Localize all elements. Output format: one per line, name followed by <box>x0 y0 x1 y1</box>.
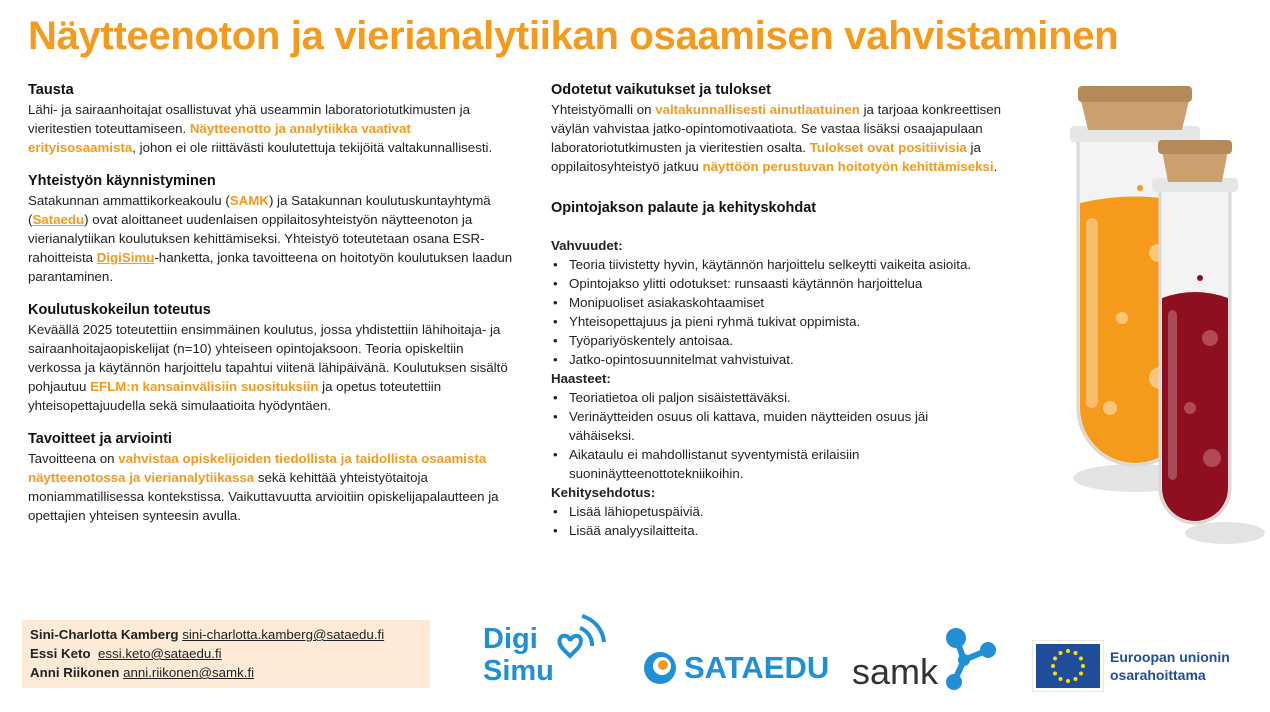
highlight-text: näyttöön perustuvan hoitotyön kehittämiseksi <box>702 159 994 174</box>
list-item: • Jatko-opintosuunnitelmat vahvistuivat. <box>551 350 1041 369</box>
eu-flag-icon <box>1032 640 1104 692</box>
section-palaute <box>551 198 1041 540</box>
tausta-text <box>28 100 518 157</box>
highlight-samk: SAMK <box>229 193 269 208</box>
red-test-tube <box>1152 140 1238 523</box>
text-span: ) ovat aloittaneet uudenlaisen oppilaitosyhteistyön näytteenoton ja vierianalytiikan koulutuksen kehittämiseksi. Yhteistyö toteutetaan osana ESR-rahoitteista <box>28 212 485 265</box>
text-span: ) ja Satakunnan koulutuskuntayhtymä ( <box>28 193 491 227</box>
contacts-box <box>22 620 430 688</box>
section-koulutus <box>28 300 518 415</box>
contact-email-link[interactable]: essi.keto@sataedu.fi <box>98 646 222 661</box>
left-column <box>28 80 518 539</box>
list-item: • Lisää lähiopetuspäiviä. <box>551 502 1041 521</box>
highlight-digisimu: DigiSimu <box>96 250 155 265</box>
yhteistyo-text <box>28 191 518 286</box>
heading-yhteistyo: Yhteistyön käynnistyminen <box>28 173 216 189</box>
text-span: ja tarjoaa konkreettisen väylän vahvistaa jatko-opintomotivaatiota. Se vastaa lisäksi osaajapulaan laboratoriotutkimusten ja vieritestien osalta. <box>551 102 1002 155</box>
digisimu-logo-text: Simu <box>483 655 554 687</box>
text-span: , johon ei ole riittävästi koulutettuja tekijöitä valtakunnallisesti. <box>132 140 493 155</box>
text-span: sekä kehittää yhteistyötaitoja moniammatillisessa kontekstissa. Vaikuttavuutta arvioitiin opiskelijapalautteen ja opettajien yhteisen synteesin avulla. <box>28 470 499 523</box>
kehitys-list <box>551 502 1041 540</box>
list-item: • Teoriatietoa oli paljon sisäistettäväksi. <box>551 388 1041 407</box>
contact-name: Essi Keto <box>30 646 91 661</box>
contact-name: Sini-Charlotta Kamberg <box>30 627 179 642</box>
text-span: ja opetus toteutettiin yhteisopettajuudella sekä simulaatioita hyödyntäen. <box>28 379 442 413</box>
tube-shadow <box>1185 522 1265 544</box>
kehitys-label: Kehitysehdotus: <box>551 485 656 500</box>
highlight-text: Tulokset ovat positiivisia <box>809 140 967 155</box>
text-span: Lähi- ja sairaanhoitajat osallistuvat yhä useammin laboratoriotutkimusten ja vieritestien toteuttamiseen. <box>28 102 470 136</box>
heading-palaute: Opintojakson palaute ja kehityskohdat <box>551 200 817 216</box>
tavoitteet-text <box>28 449 518 525</box>
samk-molecule-icon <box>940 624 1002 692</box>
digisimu-logo <box>480 612 610 694</box>
list-item: • Työpariyöskentely antoisaa. <box>551 331 1041 350</box>
highlight-text: valtakunnallisesti ainutlaatuinen <box>655 102 860 117</box>
highlight-text: vahvistaa opiskelijoiden tiedollista ja taidollista osaamista näytteenotossa ja vierianalytiikassa <box>28 451 487 485</box>
contact-email-link[interactable]: anni.riikonen@samk.fi <box>123 665 255 680</box>
text-span: Yhteistyömalli on <box>551 102 656 117</box>
heading-tavoitteet: Tavoitteet ja arviointi <box>28 431 172 447</box>
contact-row <box>30 644 422 663</box>
test-tubes-illustration <box>1040 78 1270 548</box>
highlight-text: Näytteenotto ja analytiikka vaativat erityisosaamista <box>28 121 411 155</box>
contact-row <box>30 625 422 644</box>
list-item: • Aikataulu ei mahdollistanut syventymistä erilaisiin suoninäytteenottotekniikoihin. <box>551 445 869 483</box>
haasteet-label: Haasteet: <box>551 371 611 386</box>
highlight-sataedu: Sataedu <box>32 212 85 227</box>
text-span: Keväällä 2025 toteutettiin ensimmäinen koulutus, jossa yhdistettiin lähihoitaja- ja sairaanhoitajaopiskelijat (n=10) yhteiseen opintojaksoon. Teoria opiskeltiin verkossa ja käytännön harjoittelu tapahtui viitenä lähipäivänä. Koulutuksen sisältö pohjautuu <box>28 322 508 394</box>
koulutus-text <box>28 320 518 415</box>
text-span: . <box>993 159 998 174</box>
eu-funding-text: Euroopan unionin <box>1110 649 1230 665</box>
eu-funding-label <box>1110 648 1230 684</box>
list-item: • Opintojakso ylitti odotukset: runsaasti käytännön harjoittelua <box>551 274 1041 293</box>
vaikutukset-text <box>551 100 1041 176</box>
heading-vaikutukset: Odotetut vaikutukset ja tulokset <box>551 82 771 98</box>
highlight-eflm: EFLM:n kansainvälisiin suosituksiin <box>90 379 319 394</box>
haasteet-list <box>551 388 1041 483</box>
list-item: • Verinäytteiden osuus oli kattava, muiden näytteiden osuus jäi vähäiseksi. <box>551 407 989 445</box>
heading-tausta: Tausta <box>28 82 74 98</box>
middle-column <box>551 80 1041 540</box>
samk-logo-text: samk <box>852 651 939 692</box>
text-span: -hanketta, jonka tavoitteena on hoitotyön koulutuksen laadun parantaminen. <box>28 250 513 284</box>
samk-logo <box>852 624 1002 694</box>
sataedu-logo-text: SATAEDU <box>684 650 830 685</box>
section-tausta <box>28 80 518 157</box>
contact-row <box>30 663 422 682</box>
digisimu-logo-text: Digi <box>483 623 538 655</box>
heading-koulutus: Koulutuskokeilun toteutus <box>28 302 211 318</box>
sataedu-logo <box>642 648 830 688</box>
contact-name: Anni Riikonen <box>30 665 120 680</box>
text-span: Satakunnan ammattikorkeakoulu ( <box>28 193 230 208</box>
eu-funding-text: osarahoittama <box>1110 667 1206 683</box>
list-item: • Teoria tiivistetty hyvin, käytännön harjoittelu selkeytti vaikeita asioita. <box>551 255 1041 274</box>
list-item: • Monipuoliset asiakaskohtaamiset <box>551 293 1041 312</box>
section-tavoitteet <box>28 429 518 525</box>
page-title: Näytteenoton ja vierianalytiikan osaamisen vahvistaminen <box>28 14 1119 58</box>
section-yhteistyo <box>28 171 518 286</box>
section-vaikutukset <box>551 80 1041 176</box>
list-item: • Yhteisopettajuus ja pieni ryhmä tukivat oppimista. <box>551 312 1041 331</box>
signal-heart-icon <box>546 612 608 672</box>
list-item: • Lisää analyysilaitteita. <box>551 521 1041 540</box>
vahvuudet-label: Vahvuudet: <box>551 238 623 253</box>
text-span: ja oppilaitosyhteistyö jatkuu <box>551 140 981 174</box>
contact-email-link[interactable]: sini-charlotta.kamberg@sataedu.fi <box>182 627 385 642</box>
vahvuudet-list <box>551 255 1041 369</box>
sataedu-swirl-icon <box>642 650 678 686</box>
text-span: Tavoitteena on <box>28 451 119 466</box>
